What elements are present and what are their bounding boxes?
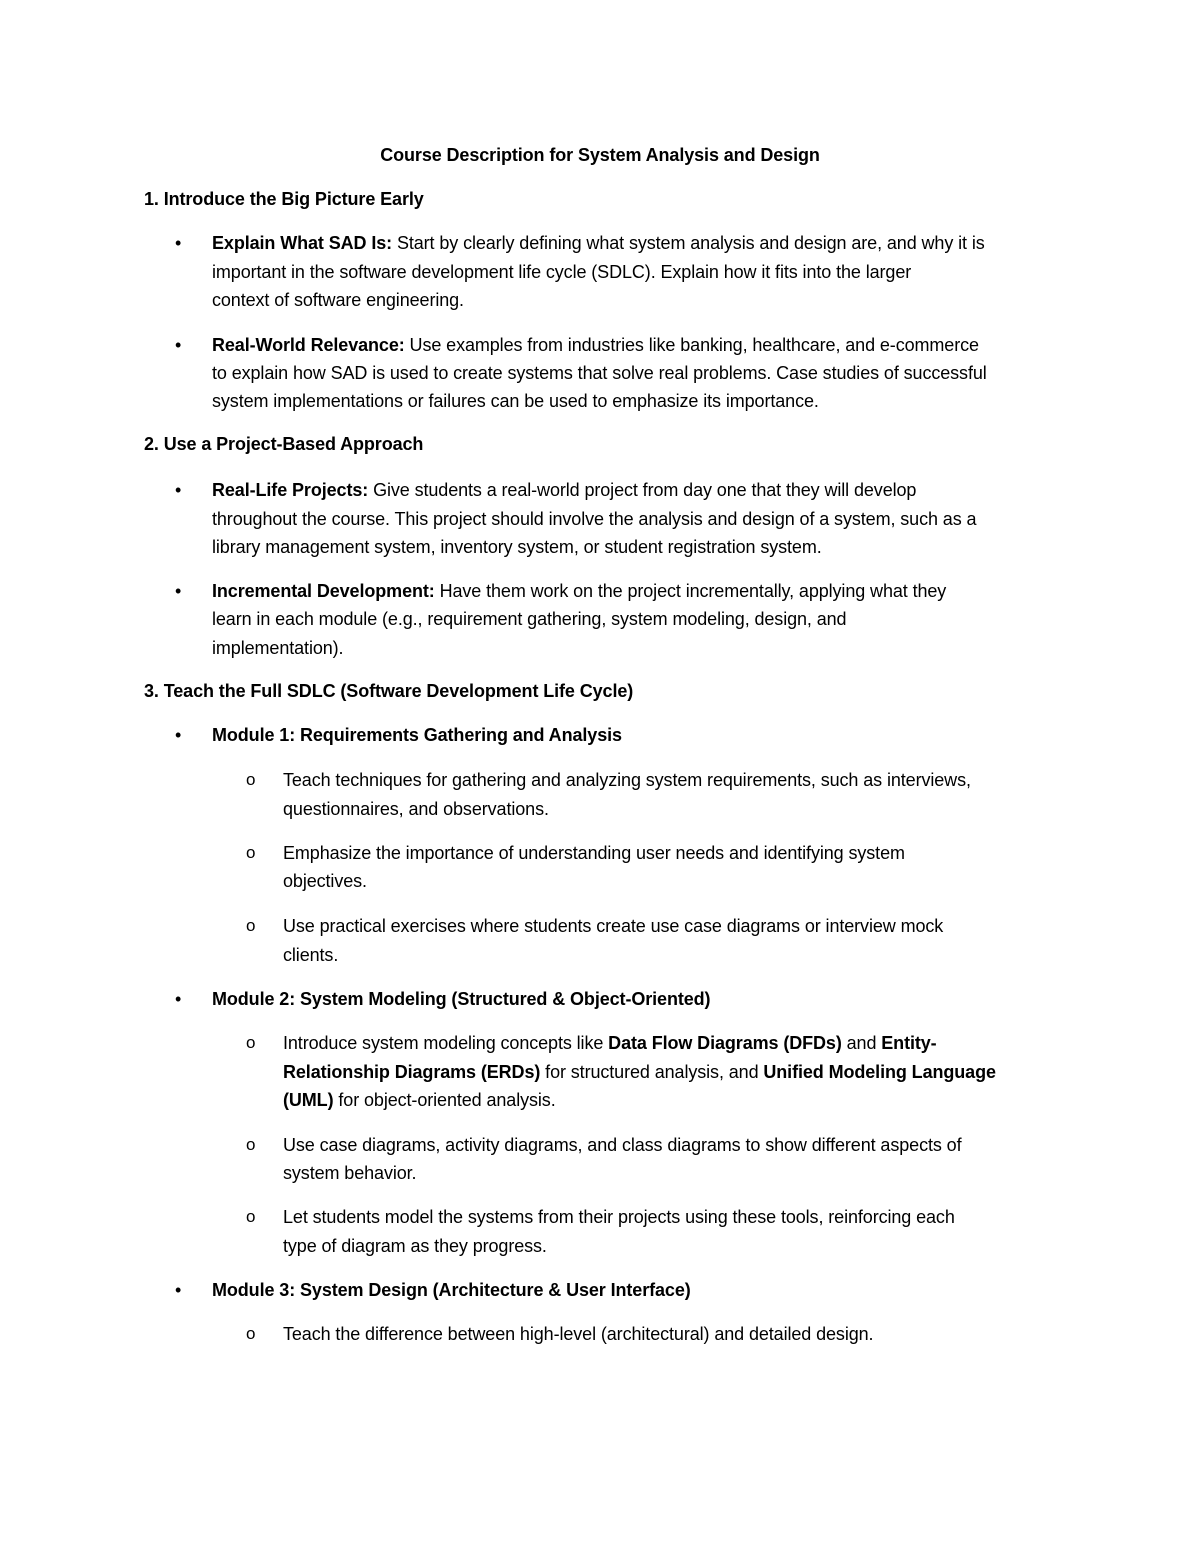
bullet-icon: • xyxy=(175,581,182,601)
sub-item-text: Let students model the systems from their projects using these tools, reinforcing each xyxy=(283,1207,955,1227)
text-run: for object-oriented analysis. xyxy=(338,1090,556,1110)
term-erd: Relationship Diagrams (ERDs) xyxy=(283,1062,541,1082)
item-text: Use examples from industries like banking, healthcare, and e-commerce xyxy=(409,335,979,355)
sub-item-text xyxy=(283,1029,937,1057)
sub-bullet-icon: o xyxy=(246,916,256,935)
item-text: Give students a real-world project from day one that they will develop xyxy=(373,480,917,500)
section-1-heading: 1. Introduce the Big Picture Early xyxy=(144,189,424,209)
bullet-icon: • xyxy=(175,480,182,500)
sub-item-text: Emphasize the importance of understanding user needs and identifying system xyxy=(283,843,905,863)
sub-bullet-icon: o xyxy=(246,1033,256,1052)
list-item-real-life-projects xyxy=(212,476,916,504)
sub-item-text: Teach the difference between high-level (architectural) and detailed design. xyxy=(283,1324,874,1344)
sub-bullet-icon: o xyxy=(246,1135,256,1154)
item-text: Start by clearly defining what system analysis and design are, and why it is xyxy=(396,233,985,253)
bullet-icon: • xyxy=(175,989,182,1009)
bullet-icon: • xyxy=(175,335,182,355)
sub-bullet-icon: o xyxy=(246,1324,256,1343)
item-text-line: implementation). xyxy=(212,638,344,658)
module-1-heading: Module 1: Requirements Gathering and Analysis xyxy=(212,725,622,745)
list-item-real-world xyxy=(212,331,979,359)
item-text-line: to explain how SAD is used to create systems that solve real problems. Case studies of successful xyxy=(212,363,987,383)
sub-bullet-icon: o xyxy=(246,770,256,789)
item-text-line: context of software engineering. xyxy=(212,290,464,310)
bullet-icon: • xyxy=(175,233,182,253)
bullet-icon: • xyxy=(175,725,182,745)
bullet-icon: • xyxy=(175,1280,182,1300)
item-text-line: learn in each module (e.g., requirement gathering, system modeling, design, and xyxy=(212,609,847,629)
item-text-line: throughout the course. This project should involve the analysis and design of a system, such as a xyxy=(212,509,977,529)
document-title: Course Description for System Analysis and Design xyxy=(380,145,820,165)
term-uml: Unified Modeling Language xyxy=(763,1062,996,1082)
sub-item-text xyxy=(283,1058,996,1086)
term-entity: Entity- xyxy=(881,1033,937,1053)
sub-bullet-icon: o xyxy=(246,843,256,862)
item-text-line: system implementations or failures can be used to emphasize its importance. xyxy=(212,391,819,411)
sub-item-text: Use case diagrams, activity diagrams, and class diagrams to show different aspects of xyxy=(283,1135,962,1155)
sub-item-text: type of diagram as they progress. xyxy=(283,1236,547,1256)
sub-item-text: Teach techniques for gathering and analyzing system requirements, such as interviews, xyxy=(283,770,971,790)
text-run: Introduce system modeling concepts like xyxy=(283,1033,604,1053)
term-dfd: Data Flow Diagrams (DFDs) xyxy=(608,1033,842,1053)
sub-item-text: Use practical exercises where students create use case diagrams or interview mock xyxy=(283,916,944,936)
item-label: Incremental Development: xyxy=(212,581,435,601)
section-2-heading: 2. Use a Project-Based Approach xyxy=(144,434,424,454)
text-run: and xyxy=(846,1033,877,1053)
item-text: Have them work on the project incrementally, applying what they xyxy=(439,581,947,601)
item-text-line: library management system, inventory system, or student registration system. xyxy=(212,537,822,557)
module-2-heading: Module 2: System Modeling (Structured & Object-Oriented) xyxy=(212,989,711,1009)
sub-item-text: objectives. xyxy=(283,871,367,891)
sub-bullet-icon: o xyxy=(246,1207,256,1226)
sub-item-text: clients. xyxy=(283,945,339,965)
sub-item-text: questionnaires, and observations. xyxy=(283,799,549,819)
sub-item-text: system behavior. xyxy=(283,1163,417,1183)
item-label: Real-World Relevance: xyxy=(212,335,405,355)
list-item-incremental xyxy=(212,577,946,605)
section-3-heading: 3. Teach the Full SDLC (Software Development Life Cycle) xyxy=(144,681,634,701)
sub-item-text xyxy=(283,1086,556,1114)
term-uml-abbr: (UML) xyxy=(283,1090,334,1110)
list-item-explain-sad xyxy=(212,229,985,257)
text-run: for structured analysis, and xyxy=(545,1062,759,1082)
module-3-heading: Module 3: System Design (Architecture & User Interface) xyxy=(212,1280,691,1300)
item-label: Explain What SAD Is: xyxy=(212,233,393,253)
item-text-line: important in the software development life cycle (SDLC). Explain how it fits into the larger xyxy=(212,262,912,282)
item-label: Real-Life Projects: xyxy=(212,480,369,500)
